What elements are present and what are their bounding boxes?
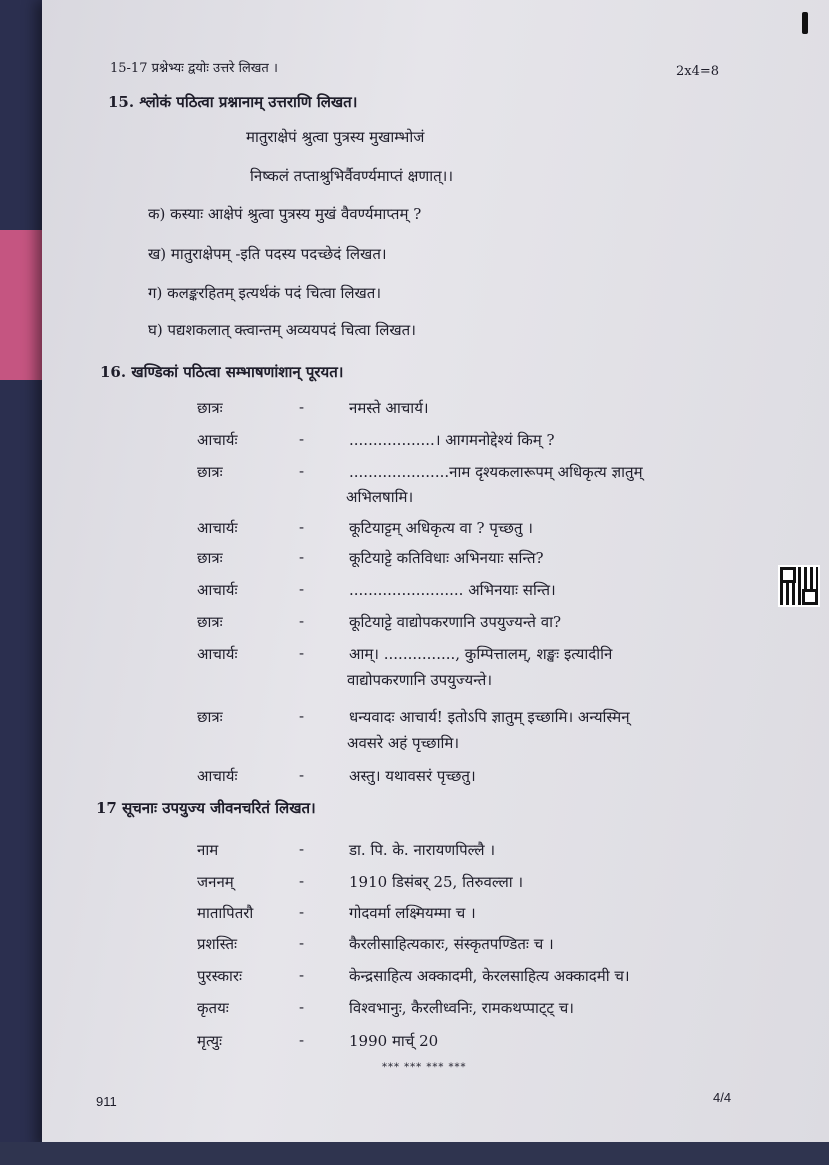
dialogue-dash: - [299, 612, 305, 630]
question-15-title: 15. श्लोकं पठित्वा प्रश्नानाम् उत्तराणि लिखत। [108, 93, 358, 111]
bio-dash: - [299, 1031, 305, 1049]
dialogue-text: अस्तु। यथावसरं पृच्छतु। [349, 767, 476, 785]
dialogue-dash: - [299, 766, 305, 784]
question-17-title: 17 सूचनाः उपयुज्य जीवनचरितं लिखत। [96, 799, 316, 817]
question-15-a: क) कस्याः आक्षेपं श्रुत्वा पुत्रस्य मुखं वैवर्ण्यमाप्तम् ? [148, 205, 422, 223]
qr-code-icon [778, 565, 820, 607]
bio-value: केन्द्रसाहित्य अक्कादमी, केरलसाहित्य अक्कादमी च। [349, 967, 630, 985]
marks-label: 2x4=8 [676, 64, 720, 79]
dialogue-text: ..................। आगमनोद्देश्यं किम् ? [349, 431, 555, 449]
dialogue-text: ........................ अभिनयाः सन्ति। [349, 581, 556, 599]
dialogue-speaker: छात्रः [197, 613, 223, 631]
bio-label: मृत्युः [197, 1032, 223, 1050]
section-instruction: 15-17 प्रश्नेभ्यः द्वयोः उत्तरे लिखत । [110, 61, 278, 76]
page-number: 4/4 [713, 1090, 732, 1105]
dialogue-speaker: आचार्यः [197, 431, 238, 449]
bio-dash: - [299, 872, 305, 890]
question-16-title: 16. खण्डिकां पठित्वा सम्भाषणांशान् पूरयत। [100, 363, 344, 381]
dialogue-speaker: छात्रः [197, 463, 223, 481]
question-15-c: ग) कलङ्करहितम् इत्यर्थकं पदं चित्वा लिखत। [148, 284, 382, 302]
bio-value: विश्वभानुः, कैरलीध्वनिः, रामकथप्पाट्ट् च। [349, 999, 574, 1017]
dialogue-continuation: वाद्योपकरणानि उपयुज्यन्ते। [347, 671, 493, 689]
dialogue-speaker: छात्रः [197, 708, 223, 726]
bio-dash: - [299, 840, 305, 858]
bio-dash: - [299, 934, 305, 952]
bio-label: नाम [197, 841, 219, 859]
dialogue-dash: - [299, 644, 305, 662]
bio-value: 1910 डिसंबर् 25, तिरुवल्ला । [349, 873, 524, 891]
dialogue-text: नमस्ते आचार्य। [349, 399, 429, 417]
dialogue-speaker: छात्रः [197, 399, 223, 417]
dialogue-speaker: आचार्यः [197, 645, 238, 663]
dialogue-text: कूटियाट्टे कतिविधाः अभिनयाः सन्ति? [349, 549, 544, 567]
bio-value: 1990 मार्च् 20 [349, 1032, 439, 1050]
bio-value: गोदवर्मा लक्ष्मियम्मा च । [349, 904, 476, 922]
end-mark: *** *** *** *** [382, 1062, 467, 1073]
dialogue-text: कूटियाट्टम् अधिकृत्य वा ? पृच्छतु । [349, 519, 533, 537]
verse-line-1: मातुराक्षेपं श्रुत्वा पुत्रस्य मुखाम्भोजं [246, 128, 425, 146]
bio-label: प्रशस्तिः [197, 935, 238, 953]
dialogue-dash: - [299, 430, 305, 448]
bio-dash: - [299, 966, 305, 984]
bio-dash: - [299, 903, 305, 921]
dialogue-continuation: अवसरे अहं पृच्छामि। [347, 734, 460, 752]
dialogue-speaker: आचार्यः [197, 581, 238, 599]
question-15-b: ख) मातुराक्षेपम् -इति पदस्य पदच्छेदं लिखत। [148, 245, 387, 263]
dialogue-text: कूटियाट्टे वाद्योपकरणानि उपयुज्यन्ते वा? [349, 613, 562, 631]
dialogue-speaker: आचार्यः [197, 519, 238, 537]
dialogue-speaker: छात्रः [197, 549, 223, 567]
bio-label: कृतयः [197, 999, 229, 1017]
dialogue-dash: - [299, 398, 305, 416]
bio-label: मातापितरौ [197, 904, 254, 922]
background-bottom [0, 1142, 829, 1165]
bio-value: डा. पि. के. नारायणपिल्लै । [349, 841, 496, 859]
bio-value: कैरलीसाहित्यकारः, संस्कृतपण्डितः च । [349, 935, 554, 953]
dialogue-dash: - [299, 462, 305, 480]
question-15-d: घ) पद्यशकलात् क्त्वान्तम् अव्ययपदं चित्वा लिखत। [148, 321, 416, 339]
bio-dash: - [299, 998, 305, 1016]
dialogue-text: धन्यवादः आचार्य! इतोऽपि ज्ञातुम् इच्छामि। अन्यस्मिन् [349, 708, 630, 726]
bio-label: जननम् [197, 873, 234, 891]
dialogue-dash: - [299, 707, 305, 725]
dialogue-dash: - [299, 548, 305, 566]
dialogue-dash: - [299, 518, 305, 536]
verse-line-2: निष्कलं तप्ताश्रुभिर्वैवर्ण्यमाप्तं क्षणात्।। [250, 167, 454, 185]
bio-label: पुरस्कारः [197, 967, 243, 985]
paper-code: 911 [96, 1094, 117, 1109]
dialogue-text: आम्। ..............., कुम्पित्तालम्, शङ्खः इत्यादीनि [349, 645, 613, 663]
dialogue-continuation: अभिलषामि। [346, 488, 414, 506]
dialogue-dash: - [299, 580, 305, 598]
dialogue-speaker: आचार्यः [197, 767, 238, 785]
dialogue-text: .....................नाम दृश्यकलारूपम् अधिकृत्य ज्ञातुम् [349, 463, 643, 481]
paper-clip-mark [802, 12, 808, 34]
